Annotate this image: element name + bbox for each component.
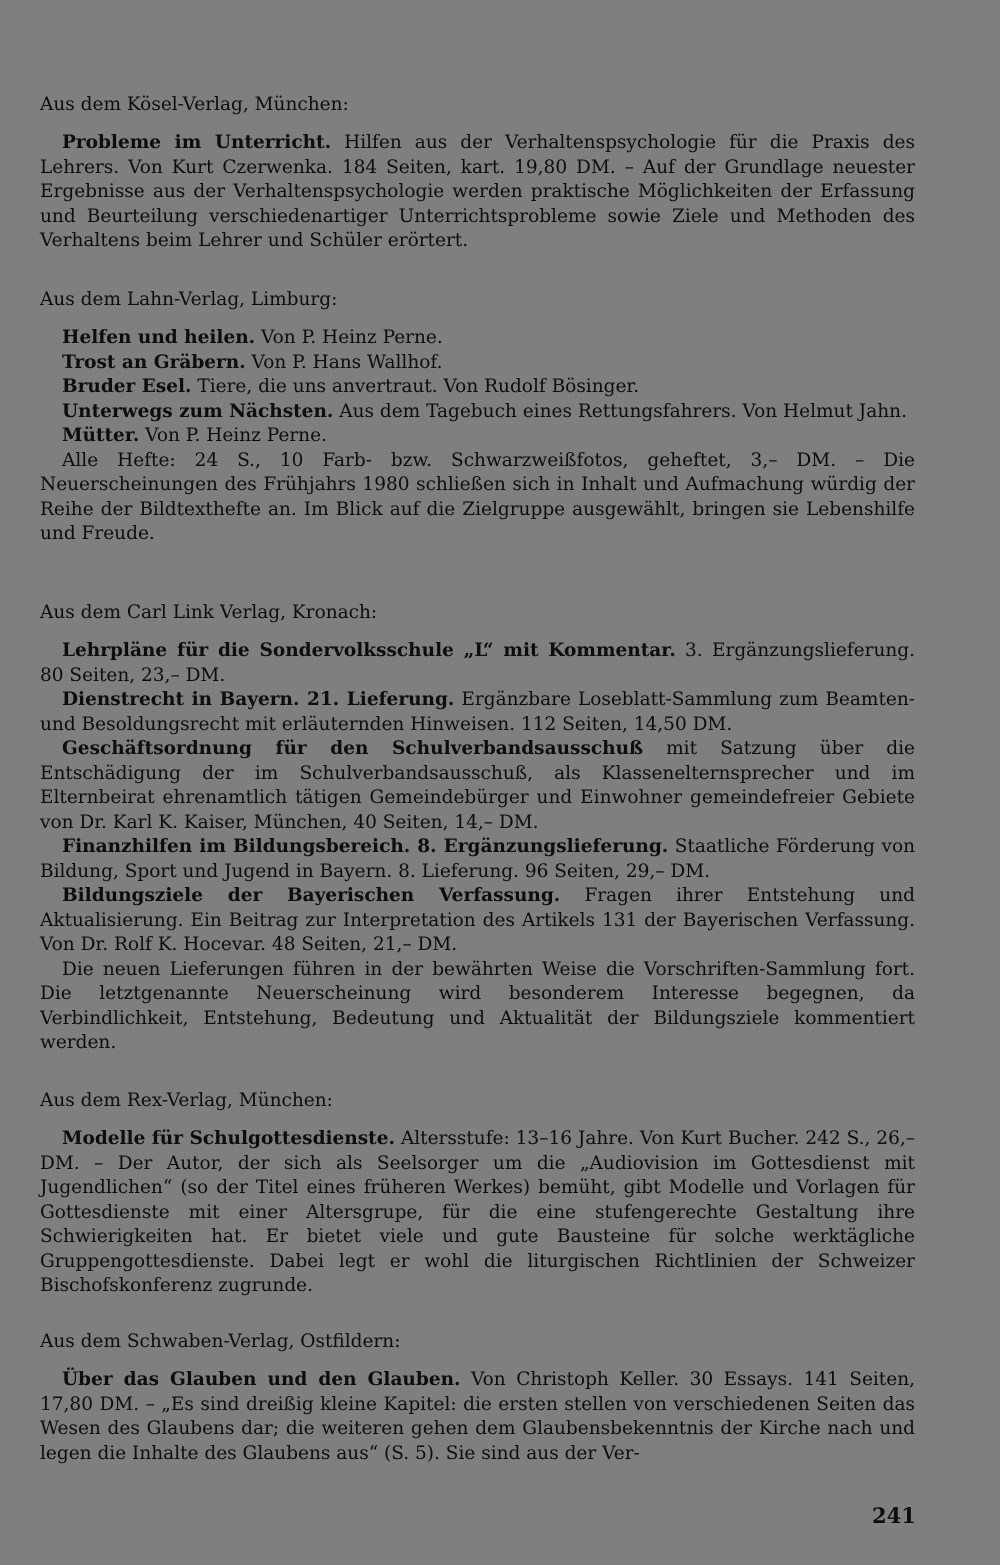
book-description: Die neuen Lieferungen führen in der bewährten Weise die Vorschriften-Sammlung fort. Die letztgenannte Neuerscheinung wird besonderem Interesse begegnen, da Verbindlichkeit, Entstehung, Bedeutung und Aktualität der Bildungsziele kommentiert werden.	[40, 958, 915, 1053]
book-entry	[40, 131, 915, 254]
book-description: Aus dem Tagebuch eines Rettungsfahrers. Von Helmut Jahn.	[333, 400, 907, 422]
book-entry	[40, 326, 915, 351]
review-text	[40, 449, 915, 547]
publisher-heading: Aus dem Rex-Verlag, München:	[40, 1090, 333, 1111]
publisher-heading: Aus dem Kösel-Verlag, München:	[40, 94, 349, 115]
book-title: Trost an Gräbern.	[62, 351, 246, 373]
book-title: Unterwegs zum Nächsten.	[62, 400, 334, 422]
book-description: Staatliche Förderung von Bildung, Sport und Jugend in Bayern. 8. Lieferung. 96 Seiten, 29,– DM.	[40, 836, 915, 882]
book-title: Über das Glauben und den Glauben.	[62, 1369, 461, 1390]
review-text	[40, 958, 915, 1056]
book-description: Tiere, die uns anvertraut. Von Rudolf Bösinger.	[191, 376, 640, 397]
book-description: Von Christoph Keller. 30 Essays. 141 Seiten, 17,80 DM. – „Es sind dreißig kleine Kapitel: die ersten stellen von verschiedenen Seiten das Wesen des Glaubens dar; die weiteren gehen dem Glaubensbekenntnis der Kirche nach und legen die Inhalte des Glaubens aus“ (S. 5). Sie sind aus der Ver-	[40, 1369, 915, 1464]
publisher-section-schwaben	[40, 1329, 915, 1466]
book-entry	[40, 351, 915, 376]
publisher-section-koesel	[40, 92, 915, 254]
book-description: Hilfen aus der Verhaltenspsychologie für die Praxis des Lehrers. Von Kurt Czerwenka. 184 Seiten, kart. 19,80 DM. – Auf der Grundlage neuester Ergebnisse aus der Verhaltenspsychologie werden praktische Möglichkeiten der Erfassung und Beurteilung verschiedenartiger Unterrichtsprobleme sowie Ziele und Methoden des Verhaltens beim Lehrer und Schüler erörtert.	[40, 132, 915, 251]
book-description: Ergänzbare Loseblatt-Sammlung zum Beamten- und Besoldungsrecht mit erläuternden Hinweisen. 112 Seiten, 14,50 DM.	[40, 689, 916, 735]
book-entry	[40, 688, 915, 737]
book-title: Bildungsziele der Bayerischen Verfassung.	[62, 885, 561, 906]
book-title: Dienstrecht in Bayern. 21. Lieferung.	[62, 689, 455, 710]
book-title: Probleme im Unterricht.	[62, 132, 332, 153]
publisher-heading: Aus dem Carl Link Verlag, Kronach:	[40, 602, 378, 623]
book-title: Modelle für Schulgottesdienste.	[62, 1128, 395, 1149]
book-entry	[40, 884, 915, 958]
book-description: Alle Hefte: 24 S., 10 Farb- bzw. Schwarzweißfotos, geheftet, 3,– DM. – Die Neuerscheinungen des Frühjahrs 1980 schließen sich in Inhalt und Aufmachung würdig der Reihe der Bildtexthefte an. Im Blick auf die Zielgruppe ausgewählt, bringen sie Lebenshilfe und Freude.	[40, 449, 915, 544]
book-title: Mütter.	[62, 425, 140, 446]
publisher-heading: Aus dem Lahn-Verlag, Limburg:	[40, 289, 338, 310]
book-description: mit Satzung über die Entschädigung der im Schulverbandsausschuß, als Klassenelternsprecher und im Elternbeirat ehrenamtlich tätigen Gemeindebürger und Einwohner gemeindefreier Gebiete von Dr. Karl K. Kaiser, München, 40 Seiten, 14,– DM.	[40, 738, 915, 833]
book-entry	[40, 1368, 915, 1466]
publisher-heading: Aus dem Schwaben-Verlag, Ostfildern:	[40, 1331, 401, 1352]
book-entry	[40, 737, 915, 835]
publisher-section-rex	[40, 1088, 915, 1299]
book-description: Von P. Heinz Perne.	[255, 327, 443, 348]
book-title: Lehrpläne für die Sondervolksschule „L“ mit Kommentar.	[62, 640, 676, 661]
book-entry	[40, 835, 915, 884]
book-description: 3. Ergänzungslieferung. 80 Seiten, 23,– DM.	[40, 640, 915, 686]
publisher-section-carl-link	[40, 600, 915, 1056]
book-description: Von P. Heinz Perne.	[139, 425, 327, 446]
book-entry	[40, 1127, 915, 1299]
book-description: Fragen ihrer Entstehung und Aktualisierung. Ein Beitrag zur Interpretation des Artikels 131 der Bayerischen Verfassung. Von Dr. Rolf K. Hocevar. 48 Seiten, 21,– DM.	[40, 885, 915, 955]
book-description: Altersstufe: 13–16 Jahre. Von Kurt Bucher. 242 S., 26,– DM. – Der Autor, der sich als Seelsorger um die „Audiovision im Gottesdienst mit Jugendlichen“ (so der Titel eines früheren Werkes) bemüht, gibt Modelle und Vorlagen für Gottesdienste mit einer Altersgrupe, für die eine stufengerechte Gestaltung ihre Schwierigkeiten hat. Er bietet viele und gute Bausteine für solche werktägliche Gruppengottesdienste. Dabei legt er wohl die liturgischen Richtlinien der Schweizer Bischofskonferenz zugrunde.	[40, 1128, 915, 1296]
book-entry	[40, 639, 915, 688]
book-title: Helfen und heilen.	[62, 327, 256, 348]
book-title: Geschäftsordnung für den Schulverbandsausschuß	[62, 738, 644, 759]
publisher-section-lahn	[40, 287, 915, 547]
page-number: 241	[872, 1503, 916, 1528]
book-entry	[40, 424, 915, 449]
book-description: Von P. Hans Wallhof.	[245, 351, 443, 373]
book-title: Bruder Esel.	[62, 376, 192, 397]
book-title: Finanzhilfen im Bildungsbereich. 8. Ergänzungslieferung.	[62, 836, 669, 857]
book-entry	[40, 375, 915, 400]
book-entry	[40, 400, 915, 425]
